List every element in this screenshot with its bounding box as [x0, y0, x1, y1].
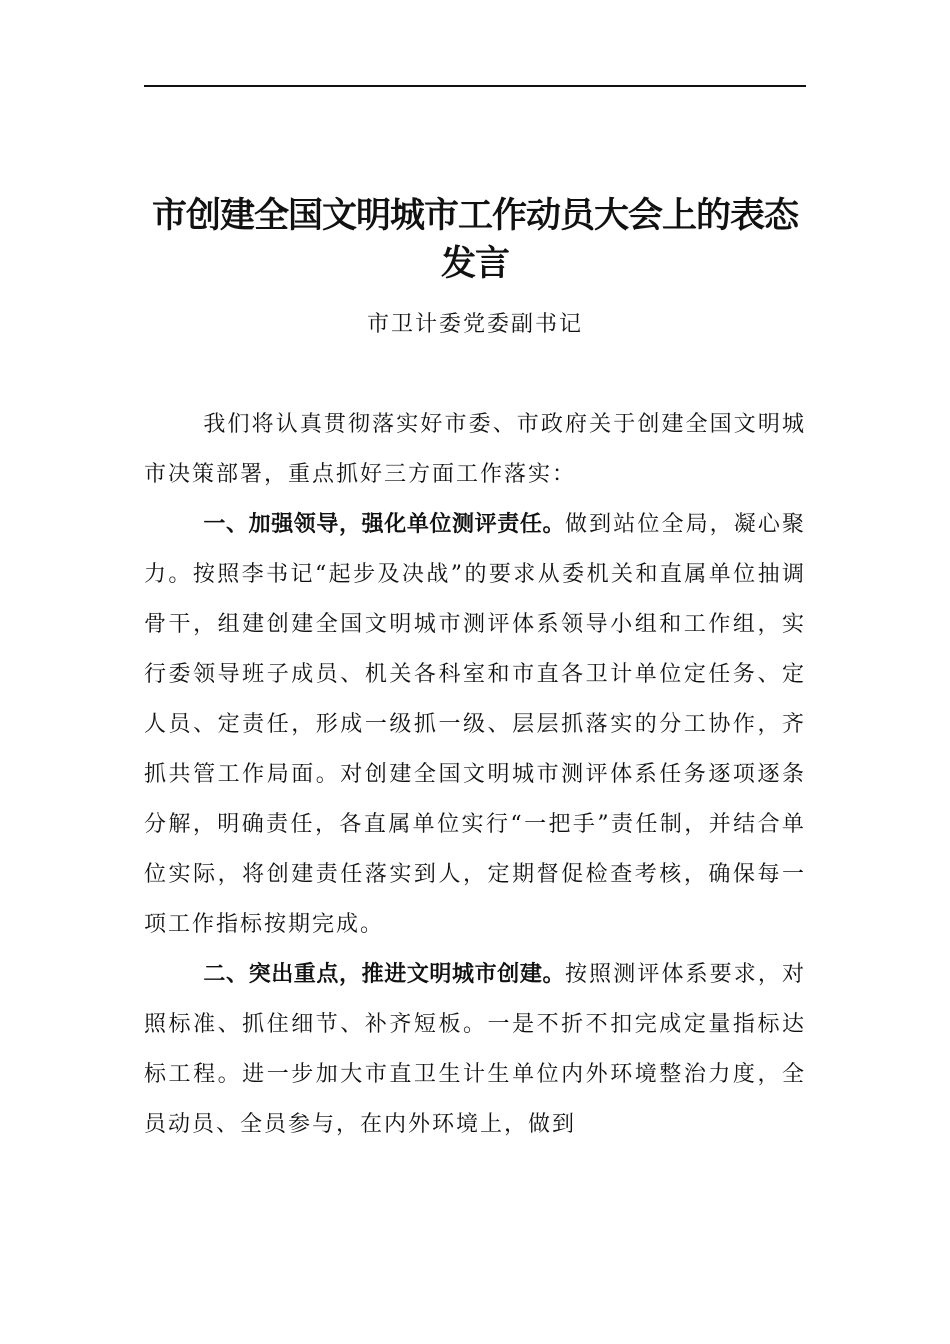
section-text-2: 按照测评体系要求，对照标准、抓住细节、补齐短板。一是不折不扣完成定量指标达标工程。进一步加大市直卫生计生单位内外环境整治力度，全员动员、全员参与，在内外环境上，做到 [144, 962, 806, 1137]
section-paragraph-2 [144, 950, 806, 1150]
section-paragraph-1 [144, 500, 806, 950]
document-body [144, 400, 806, 1150]
header-rule [144, 85, 806, 87]
section-text-1: 做到站位全局，凝心聚力。按照李书记“起步及决战”的要求从委机关和直属单位抽调骨干，组建创建全国文明城市测评体系领导小组和工作组，实行委领导班子成员、机关各科室和市直各卫计单位定任务、定人员、定责任，形成一级抓一级、层层抓落实的分工协作，齐抓共管工作局面。对创建全国文明城市测评体系任务逐项逐条分解，明确责任，各直属单位实行“一把手”责任制，并结合单位实际，将创建责任落实到人，定期督促检查考核，确保每一项工作指标按期完成。 [144, 512, 806, 937]
document-title: 市创建全国文明城市工作动员大会上的表态发言 [151, 196, 798, 284]
intro-paragraph: 我们将认真贯彻落实好市委、市政府关于创建全国文明城市决策部署，重点抓好三方面工作落实： [144, 412, 806, 487]
section-heading-2: 二、突出重点，推进文明城市创建。 [203, 962, 566, 987]
section-heading-1: 一、加强领导，强化单位测评责任。 [203, 512, 566, 537]
author-line: 市卫计委党委副书记 [366, 312, 583, 337]
